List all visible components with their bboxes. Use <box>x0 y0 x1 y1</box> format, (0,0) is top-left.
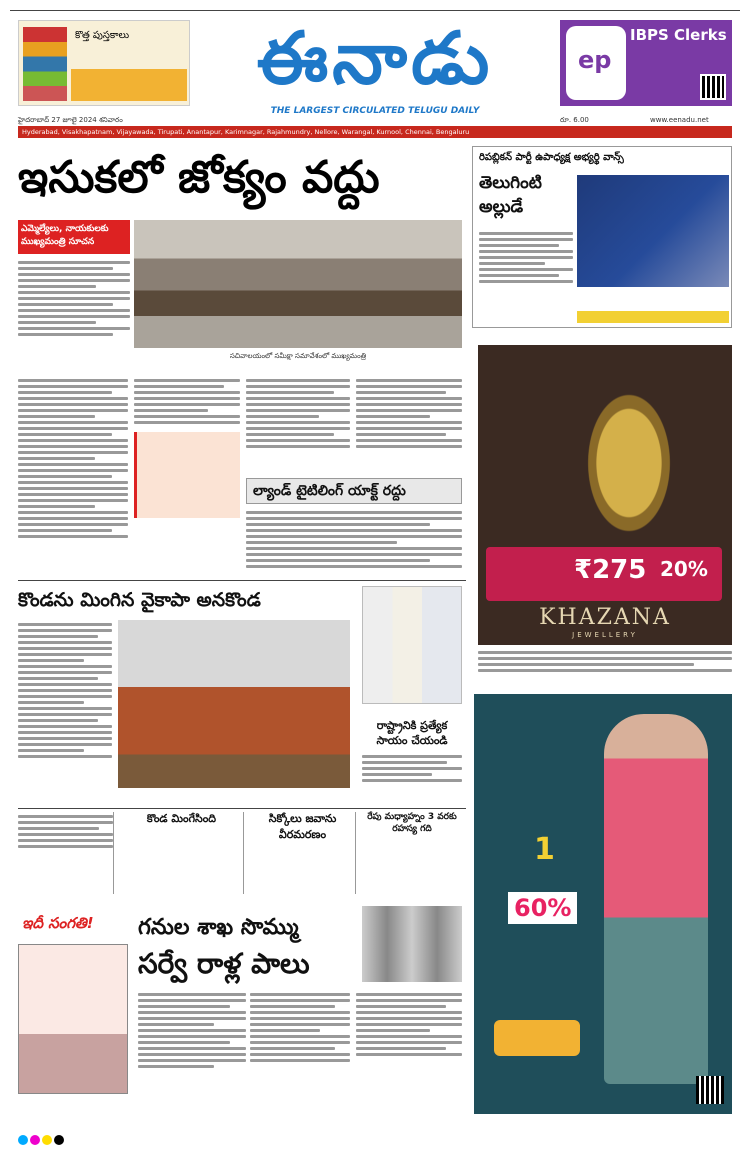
mining-col-3 <box>356 990 462 1059</box>
main-story-col-3 <box>246 376 350 451</box>
teaser-box-2[interactable] <box>250 812 356 894</box>
saree-model-image <box>604 714 708 1084</box>
cartoon-title: ఇదీ సంగతి! <box>22 914 94 932</box>
jewellery-price: ₹275 <box>574 555 647 585</box>
necklace-image <box>564 355 694 535</box>
masthead-title: ఈనాడు <box>256 16 494 100</box>
teaser-box-1[interactable] <box>120 812 244 894</box>
jewellery-discount: 20% <box>660 557 708 581</box>
left-promo[interactable] <box>18 20 190 106</box>
jewellery-brand: KHAZANA <box>539 605 671 630</box>
jewellery-ad-footer <box>478 648 732 675</box>
book-stack-image <box>23 27 67 101</box>
mining-headline-1: గనుల శాఖ సొమ్ము <box>138 915 299 940</box>
cartoon-image <box>18 944 128 1094</box>
left-promo-text: కొత్త పుస్తకాలు <box>75 30 130 41</box>
section-divider <box>18 580 466 581</box>
teaser-headline-3: రేపు మధ్యాహ్నం 3 వరకు రహస్య గది <box>367 812 457 834</box>
main-story-col-1 <box>18 376 128 541</box>
main-story-bullets <box>18 258 130 339</box>
saree-ad[interactable] <box>474 694 732 1114</box>
promo-banner-strip <box>71 69 187 101</box>
side-story-headline: తెలుగింటి అల్లుడే <box>479 173 542 217</box>
pm-story-headline: రాష్ట్రానికి ప్రత్యేక సాయం చేయండి <box>376 719 448 747</box>
side-story-bottom-strip <box>577 311 729 323</box>
ep-logo-text: ep <box>578 46 612 74</box>
saree-logo <box>494 1020 580 1056</box>
masthead-tagline: THE LARGEST CIRCULATED TELUGU DAILY <box>270 106 480 116</box>
jewellery-sub: JEWELLERY <box>572 631 638 639</box>
mining-photo <box>362 906 462 982</box>
land-story-headline: ల్యాండ్ టైటిలింగ్ యాక్ట్ రద్దు <box>246 478 462 504</box>
pm-story-photo <box>362 586 462 704</box>
price: రూ. 6.00 <box>560 116 589 124</box>
side-story[interactable] <box>472 146 732 328</box>
land-story-body <box>246 508 462 571</box>
qr-code-icon <box>700 74 726 100</box>
teaser-headline-1: కొండ మింగేసింది <box>146 812 217 825</box>
ibps-ad-title: IBPS Clerks <box>630 26 727 44</box>
teaser-headline-2: సిక్కోలు జవాను వీరమరణం <box>268 812 337 841</box>
side-story-body <box>479 229 573 286</box>
side-story-kicker: రిపబ్లికన్ పార్టీ ఉపాధ్యక్ష అభ్యర్థి వాన్స్ <box>479 152 624 163</box>
saree-discount: 60% <box>508 892 577 924</box>
editions-bar: Hyderabad, Visakhapatnam, Vijayawada, Tirupati, Anantapur, Karimnagar, Rajahmundry, Nellore, Warangal, Kurnool, Chennai, Bengaluru <box>18 126 732 138</box>
saree-offer-1: 1 <box>534 832 555 867</box>
teaser-divider <box>18 808 466 809</box>
print-registration-marks <box>18 1130 732 1144</box>
main-story-col-4 <box>356 376 462 451</box>
pm-story-body <box>362 752 462 785</box>
hill-story-col <box>18 620 112 761</box>
jewellery-ad[interactable] <box>478 345 732 645</box>
main-story-kicker: ఎమ్మెల్యేలు, నాయకులకు ముఖ్యమంత్రి సూచన <box>18 220 130 254</box>
main-story-col-2 <box>134 376 240 427</box>
ibps-ad[interactable] <box>560 20 732 106</box>
hill-story-photo <box>118 620 350 788</box>
main-story-photo <box>134 220 462 348</box>
teaser-box-0[interactable] <box>18 812 114 894</box>
website[interactable]: www.eenadu.net <box>650 116 709 124</box>
mining-headline-2: సర్వే రాళ్ల పాలు <box>138 947 310 980</box>
main-story-pullquote <box>134 432 240 518</box>
saree-qr-code <box>696 1076 724 1104</box>
main-story-caption: సచివాలయంలో సమీక్షా సమావేశంలో ముఖ్యమంత్రి <box>229 352 367 360</box>
main-headline: ఇసుకలో జోక్యం వద్దు <box>18 152 380 203</box>
dateline: హైదరాబాద్ 27 జూలై 2024 శనివారం <box>18 116 123 124</box>
mining-col-2 <box>250 990 350 1065</box>
teaser-box-3[interactable] <box>362 812 462 894</box>
hill-story-headline: కొండను మింగిన వైకాపా అనకొండ <box>18 589 261 611</box>
side-story-photo <box>577 175 729 287</box>
mining-col-1 <box>138 990 246 1071</box>
